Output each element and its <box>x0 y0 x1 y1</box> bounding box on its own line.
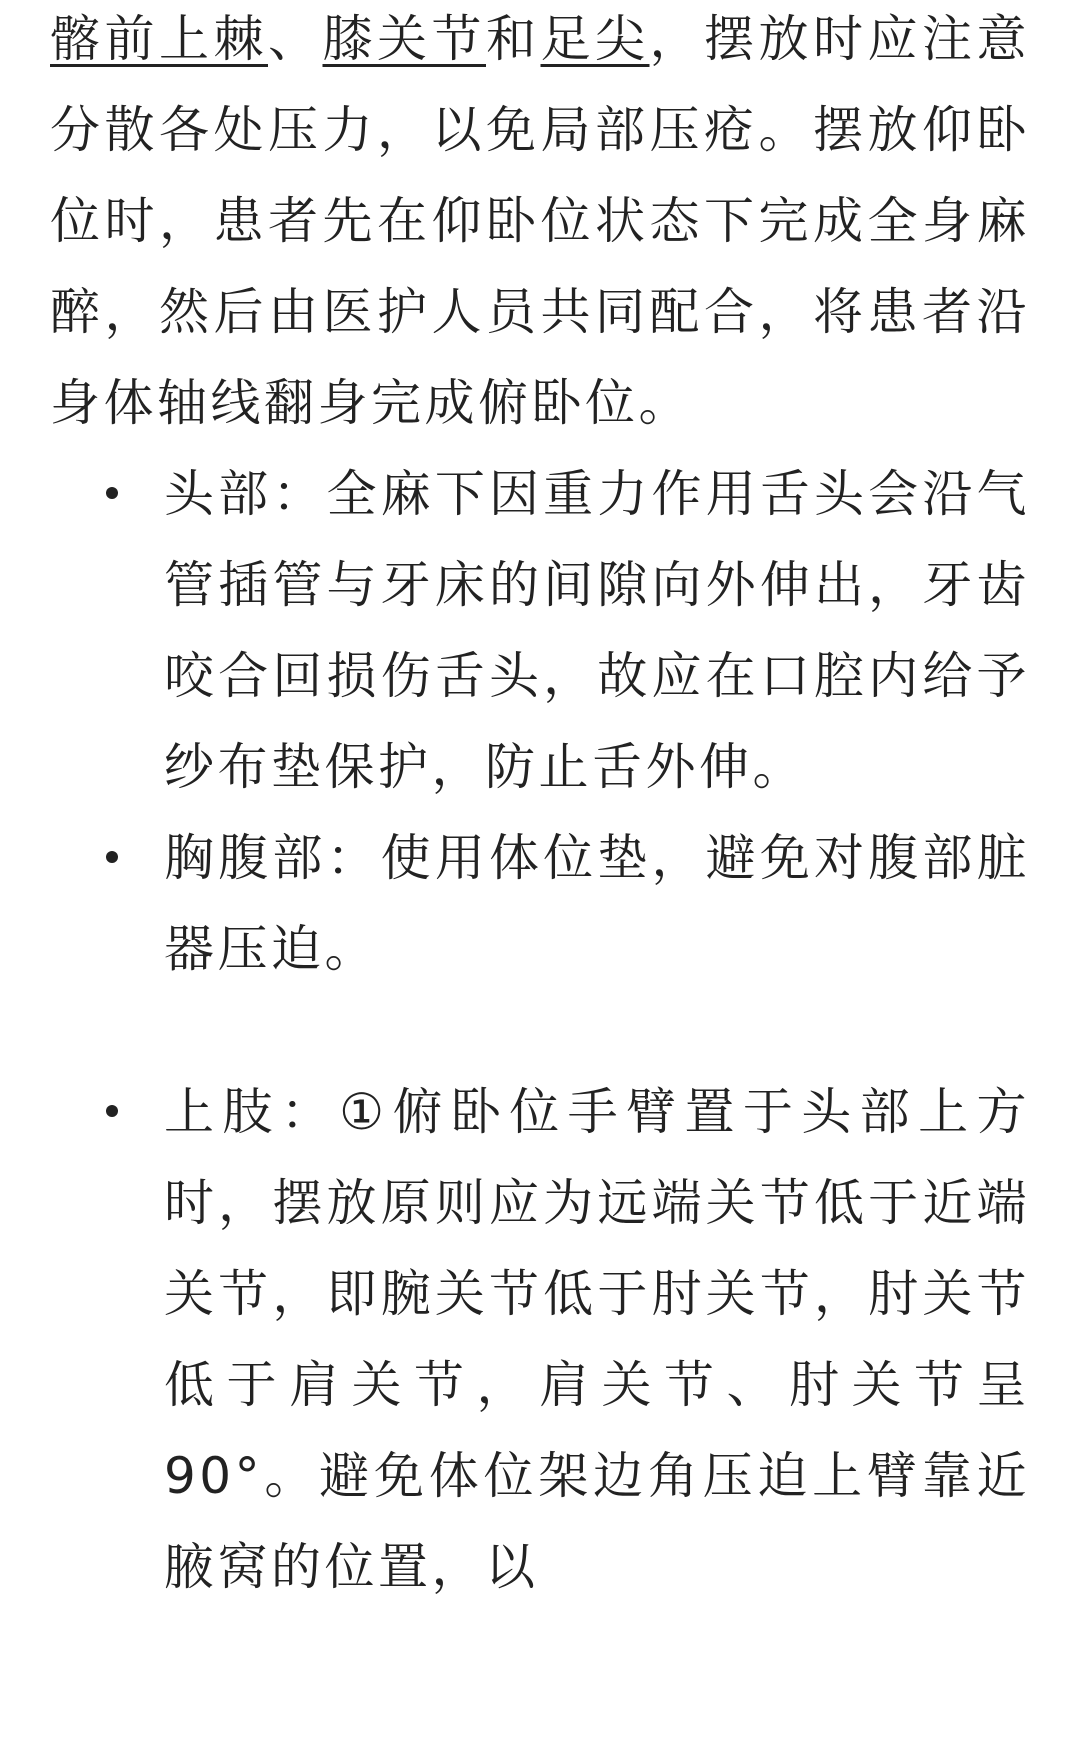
list-item <box>50 813 1030 995</box>
list-item <box>50 1067 1030 1613</box>
underlined-term: 髂前上棘 <box>50 10 268 68</box>
bullet-list <box>50 449 1030 1613</box>
separator: 和 <box>486 10 541 68</box>
bullet-dot-icon <box>106 851 118 863</box>
bullet-dot-icon <box>106 487 118 499</box>
list-item-text: 上肢：①俯卧位手臂置于头部上方时，摆放原则应为远端关节低于近端关节，即腕关节低于肘关节，肘关节低于肩关节，肩关节、肘关节呈90°。避免体位架边角压迫上臂靠近腋窝的位置，以 <box>164 1083 1030 1596</box>
underlined-term: 足尖 <box>540 10 650 68</box>
list-item-text: 头部：全麻下因重力作用舌头会沿气管插管与牙床的间隙向外伸出，牙齿咬合回损伤舌头，故应在口腔内给予纱布垫保护，防止舌外伸。 <box>164 465 1030 796</box>
intro-paragraph <box>50 0 1030 449</box>
paragraph-text: ，摆放时应注意分散各处压力，以免局部压疮。摆放仰卧位时，患者先在仰卧位状态下完成全身麻醉，然后由医护人员共同配合，将患者沿身体轴线翻身完成俯卧位。 <box>50 10 1030 432</box>
article-content <box>50 0 1030 1613</box>
separator: 、 <box>268 10 323 68</box>
bullet-dot-icon <box>106 1105 118 1117</box>
underlined-term: 膝关节 <box>322 10 486 68</box>
list-item-text: 胸腹部：使用体位垫，避免对腹部脏器压迫。 <box>164 829 1030 978</box>
list-item <box>50 449 1030 813</box>
